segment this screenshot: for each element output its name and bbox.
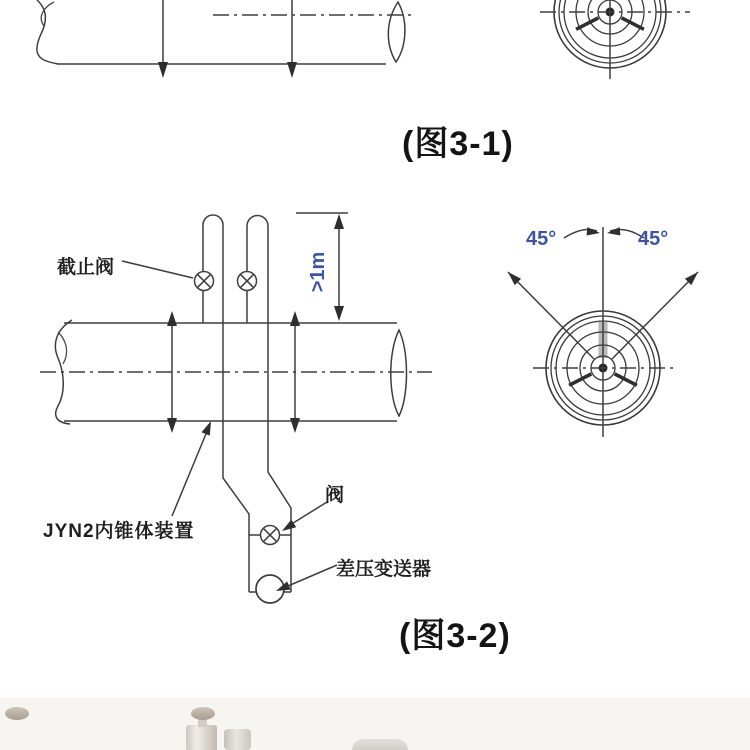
figure1-caption: (图3-1)	[402, 125, 514, 163]
pipe-break-right	[391, 330, 407, 416]
down-arrow-icon	[167, 418, 177, 433]
cone-device-label: JYN2内锥体装置	[43, 521, 195, 542]
up-arrow-icon	[334, 214, 344, 229]
leader-cone-device	[172, 429, 208, 516]
leader-transmitter	[288, 565, 337, 586]
product-photo-fitting-cap	[191, 707, 215, 720]
product-photo-dome	[352, 739, 408, 750]
up-arrow-icon	[290, 311, 300, 326]
angle-right-text: 45°	[638, 228, 669, 250]
angle-left-text: 45°	[526, 228, 557, 250]
product-photo-fitting-cap	[5, 707, 29, 720]
down-arrow-icon	[290, 418, 300, 433]
fig1-pipe-side-view	[37, 0, 414, 78]
leader-valve	[290, 502, 327, 525]
fig2-pipe-end-view	[508, 227, 698, 437]
product-photo-fitting-body	[186, 725, 217, 750]
stop-valve-label: 截止阀	[57, 257, 115, 278]
down-arrow-icon	[334, 306, 344, 321]
down-arrow-icon	[287, 62, 297, 78]
transmitter-label: 差压变送器	[336, 559, 432, 580]
down-arrow-icon	[158, 62, 168, 78]
pipe-break-left-loop	[41, 2, 54, 26]
fig2-pipe-side-view	[40, 311, 432, 433]
fig1-pipe-end-view	[540, 0, 690, 79]
support-spoke	[569, 374, 591, 385]
fig2-impulse-tubes	[195, 215, 292, 603]
valve-label: 阀	[325, 485, 345, 506]
arrowhead-icon	[282, 520, 296, 531]
pipe-break-left	[37, 0, 58, 64]
pipe-break-right	[388, 2, 405, 62]
arrowhead-icon	[607, 227, 620, 235]
figure2-caption: (图3-2)	[399, 617, 511, 655]
arrowhead-icon	[587, 227, 600, 235]
impulse-tube-1	[203, 215, 249, 592]
arrowhead-icon	[202, 421, 212, 436]
product-photo-hex-nut	[224, 729, 251, 750]
leader-stop-valve	[122, 261, 193, 278]
up-arrow-icon	[167, 311, 177, 326]
support-spoke	[615, 374, 637, 385]
height-dimension-text: >1m	[307, 251, 329, 293]
